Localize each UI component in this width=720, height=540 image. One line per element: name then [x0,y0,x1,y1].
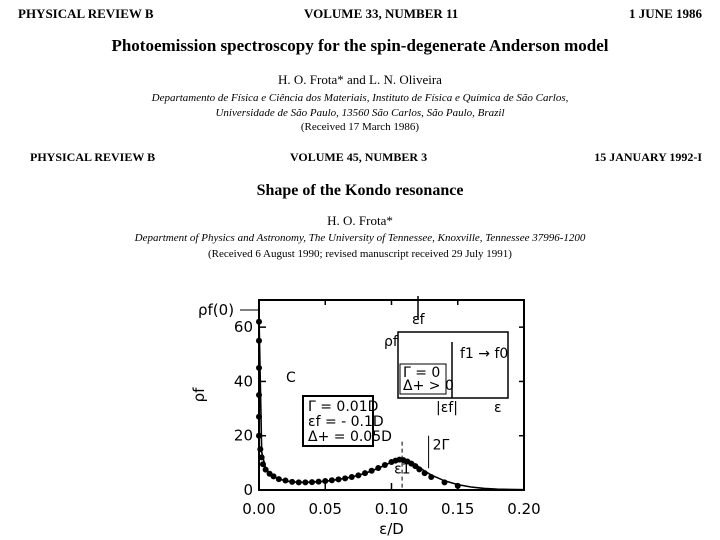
journal-header-2 [0,150,720,170]
volume-number: VOLUME 45, NUMBER 3 [290,150,428,164]
x-tick-label: 0.00 [242,500,276,518]
data-point [422,470,428,476]
paper-2-received: (Received 6 August 1990; revised manuscript received 29 July 1991) [208,248,512,260]
volume-number: VOLUME 33, NUMBER 11 [304,6,459,21]
paper-1-received: (Received 17 March 1986) [300,121,420,133]
data-point [259,454,265,460]
inset-param-label: Δ+ > 0 [403,378,454,394]
peak-label: ε1 [394,461,411,478]
paper-1-affiliation-line-1: Departamento de Física e Ciência dos Materiais, Instituto de Física e Química de São Carlos, [151,92,569,104]
y-axis-label: ρf [190,387,208,403]
top-arrow-label: εf [412,312,425,328]
data-point [309,479,315,485]
data-point [329,477,335,483]
inset-param-label: Γ = 0 [403,365,441,381]
data-point [296,479,302,485]
journal-name: PHYSICAL REVIEW B [18,6,154,21]
data-point [442,479,448,485]
inset-marker-label: |εf| [436,400,458,416]
data-point [382,462,388,468]
inset-y-label: ρf [384,334,398,350]
x-tick-label: 0.10 [374,500,409,518]
inset-x-label: ε [494,400,502,416]
parameter-label: Γ = 0.01D [308,399,379,415]
paper-2-authors: H. O. Frota* [327,213,393,228]
data-point [362,470,368,476]
data-point [289,479,295,485]
publication-date: 1 JUNE 1986 [629,6,702,21]
y-marker-label: ρf(0) [198,301,235,319]
spectral-density-chart [180,280,550,540]
parameter-label: εf = - 0.1D [308,414,384,430]
y-tick-label: 60 [233,318,253,337]
paper-1-affiliation-line-2: Universidade de São Paulo, 13560 São Carlos, São Paulo, Brazil [215,107,505,119]
paper-1-title: Photoemission spectroscopy for the spin-degenerate Anderson model [111,36,609,55]
data-point [283,478,289,484]
y-tick-label: 20 [233,426,253,445]
data-point [256,365,262,371]
parameter-label: Δ+ = 0.05D [308,429,392,445]
data-point [260,461,266,467]
data-point [256,414,262,420]
data-point [302,479,308,485]
data-point [375,465,381,471]
data-point [276,476,282,482]
y-tick-label: 0 [243,481,253,499]
data-point [369,468,375,474]
data-point [271,473,277,479]
width-label: 2Γ [432,437,450,454]
data-point [316,479,322,485]
data-point [355,472,361,478]
paper-2-title: Shape of the Kondo resonance [256,182,464,199]
data-point [428,474,434,480]
journal-name: PHYSICAL REVIEW B [30,150,156,164]
panel-letter: C [286,370,296,386]
publication-date: 15 JANUARY 1992-I [594,150,702,164]
data-point [349,474,355,480]
inset-transition-label: f1 → f0 [460,346,509,362]
data-point [256,392,262,398]
y-tick-label: 40 [233,372,253,391]
x-tick-label: 0.05 [308,500,342,518]
x-axis-label: ε/D [379,520,404,538]
data-point [256,338,262,344]
x-tick-label: 0.20 [507,500,541,518]
data-point [336,476,342,482]
data-point [342,475,348,481]
paper-2-affiliation: Department of Physics and Astronomy, The University of Tennessee, Knoxville, Tennessee 37996-1200 [134,232,586,244]
journal-header-1 [0,6,720,26]
paper-1-authors: H. O. Frota* and L. N. Oliveira [278,72,442,87]
data-point [257,446,263,452]
data-point [416,466,422,472]
x-tick-label: 0.15 [441,500,475,518]
data-point [256,319,262,325]
kondo-resonance-figure [180,280,550,540]
